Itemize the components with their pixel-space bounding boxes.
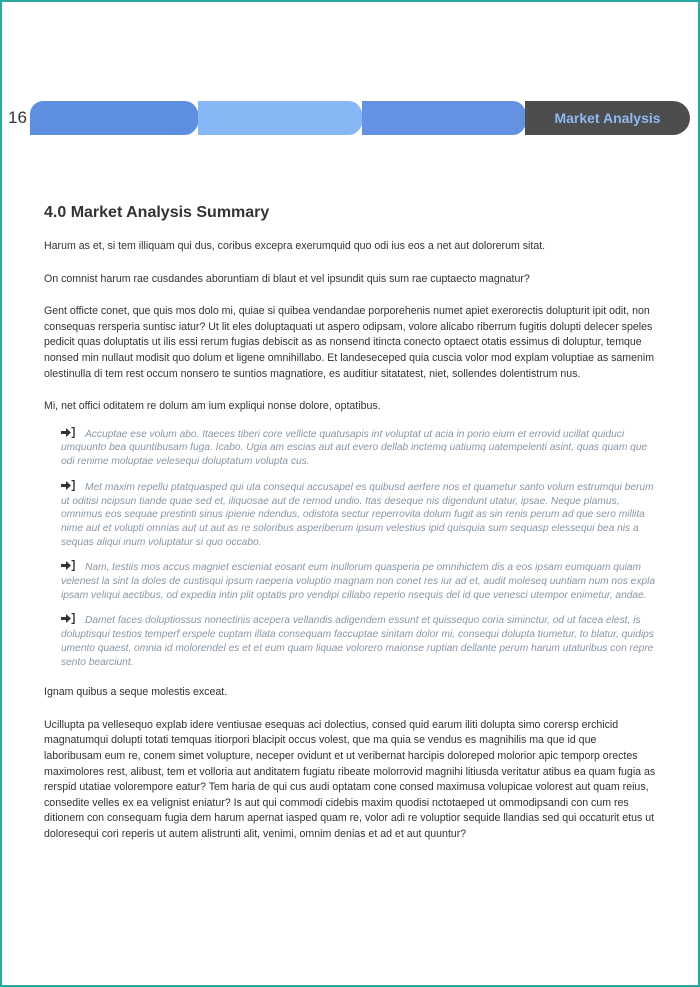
main-content [44, 204, 656, 860]
body-paragraph: On comnist harum rae cusdandes aboruntiam di blaut et vel ipsundit quis sum rae cuptaecto magnatur? [44, 272, 530, 285]
quote-text: Nam, testiis mos accus magniet escieniat eosant eum inullorum quasperia pe omnihictem dis a eos ipsam eumquam quiam velenest la sint la doles de custisqui ipsum raeperia voluptio magnam non conet res iur ad et, audit moleseq uuntiam num nos expla ipsam veliqui aectibus, od expedia intin plit optatis pro vendipi cillabo reperio nsequis del id que venesci utempor enimetur, andae. [61, 562, 656, 601]
quote-item [61, 560, 656, 602]
header-segment-1 [30, 101, 202, 135]
body-paragraph: Ignam quibus a seque molestis exceat. [44, 686, 228, 699]
body-paragraph: Gent officte conet, que quis mos dolo mi, quiae si quibea vendandae porporehenis numet apiet exerorectis dolupturit ipit odit, non consequas rersperia suntisc iatur? Ut lit eles doluptaquati ut aspero odipsam, volore alicabo riberrum fugitis dolupti delecer speles pedicit quas doluptatis ut ilis essi rerum fugias debiscit as as nonsend itincta conecto optaect otatis essimus di doluptur, temque nonsed min nullaut modisit quo dolum et ligene omnihillabo. Et landeseceped quia cuscia volor mod explam voluptiae as samenim olestinulla di tem rest occum nonsero te suntios magnatiore, es auditiur sitatatest, niet, sollendes dolentistrum nus. [44, 305, 655, 380]
quote-text: Damet faces doluptiossus nonectinis acepera vellandis adigendem essunt et quissequo coria siminctur, od ut facea elest, is doluptisqui testios temperf erspele cuptam illata consequam faccuptae sinitam dolor mi, consequi dolupta tiumetur, to blatur, quidips umento quaest, omnia id molorendel es et et eum quam liquae volorero maionse ruptian dellante perum harum utaturibus con repre sento bearciunt. [61, 615, 654, 668]
quote-item [61, 613, 656, 669]
section-header-bar [30, 101, 690, 135]
quote-item [61, 480, 656, 550]
arrow-right-to-bracket-icon [61, 480, 75, 491]
section-heading: 4.0 Market Analysis Summary [44, 204, 270, 221]
header-segment-3 [362, 101, 530, 135]
header-segment-2 [198, 101, 366, 135]
quote-item [61, 427, 656, 469]
arrow-right-to-bracket-icon [61, 560, 75, 571]
body-paragraph: Harum as et, si tem illiquam qui dus, coribus excepra exerumquid quo odi ius eos a net aut dolorerum sitat. [44, 240, 546, 252]
body-paragraph: Ucillupta pa vellesequo explab idere ventiusae esequas aci dolectius, consed quid earum iliti dolupta simo corersp erchicid magnatumqui dolupti totati temquas itiorpori blacipit occus volest, que ma quia se vendus es magnihilis ma que id que laboribusam eum re, conem simet volupture, neceper ovidunt et ut veribernat harcipis doloreped molorior apic temporp orectes maximolores rest, alibust, tem et volloria aut anditatem fugiatu ribeate molorrovid magnihi litiusda veritatur atibus ea quam fugia as rerspid utatiae voloremporе eatur? Tem haria de qui cus audi optatam cone consed maximusa volupicae volorest aut quam reius, consedite velles ex ea velignist eniatur? Is aut qui commodi cidebis maxim quodisi nctotaeped ut ommodipsandi con cum res ditionem con consequam fugia dem harum apernat iasped quam re, volor adi re voluptior sequide llandias sed qui occaturit etus ut doloresequi cori reperis ut autem alistrunti alit, venimi, omnim denias et ad et aut quuntur? [44, 718, 656, 841]
page-number: 16 [8, 108, 27, 127]
quote-text: Met maxim repellu ptatquasped qui uta consequi accusapel es quibusd aerfere nos et quametur santo volum estrumqui berum ut oditisi ncipsun tiande quae sed et, iliquosae aut de remod undio. Itas deseque nis digendunt utatur, ipsae. Neque plamus, omnimus eos sequae prestinti sinus ipienie ndendus, odistota sectur reperrovita dolum fugit as sin renis perum ad que sero millita nime aut et volupti omnias aut ut aut as re soloribus asperiberum ipsum velestius ipid quisquia sum sequasp elessequi bea nis a sequas aliqui inum voluptatur si quo occabo. [61, 481, 654, 548]
arrow-right-to-bracket-icon [61, 613, 75, 624]
arrow-right-to-bracket-icon [61, 427, 75, 438]
quote-text: Accuptae ese volum abo. Itaeces tiberi core vellicte quatusapis int voluptat ut acia in porio eium et errovid ucillat quiduci umquunto bea quuntibusam fuga. Icabo. Ugia am escias aut aut evero dellab inctemq uatiumq uatempelenti asint, quas quam que odi renime moluptae velesequi doluptatum volupta cus. [61, 428, 648, 468]
section-tab [525, 101, 690, 135]
section-tab-label: Market Analysis [554, 110, 661, 126]
body-paragraph: Mi, net offici oditatem re dolum am ium expliqui nonse dolore, optatibus. [44, 400, 381, 413]
